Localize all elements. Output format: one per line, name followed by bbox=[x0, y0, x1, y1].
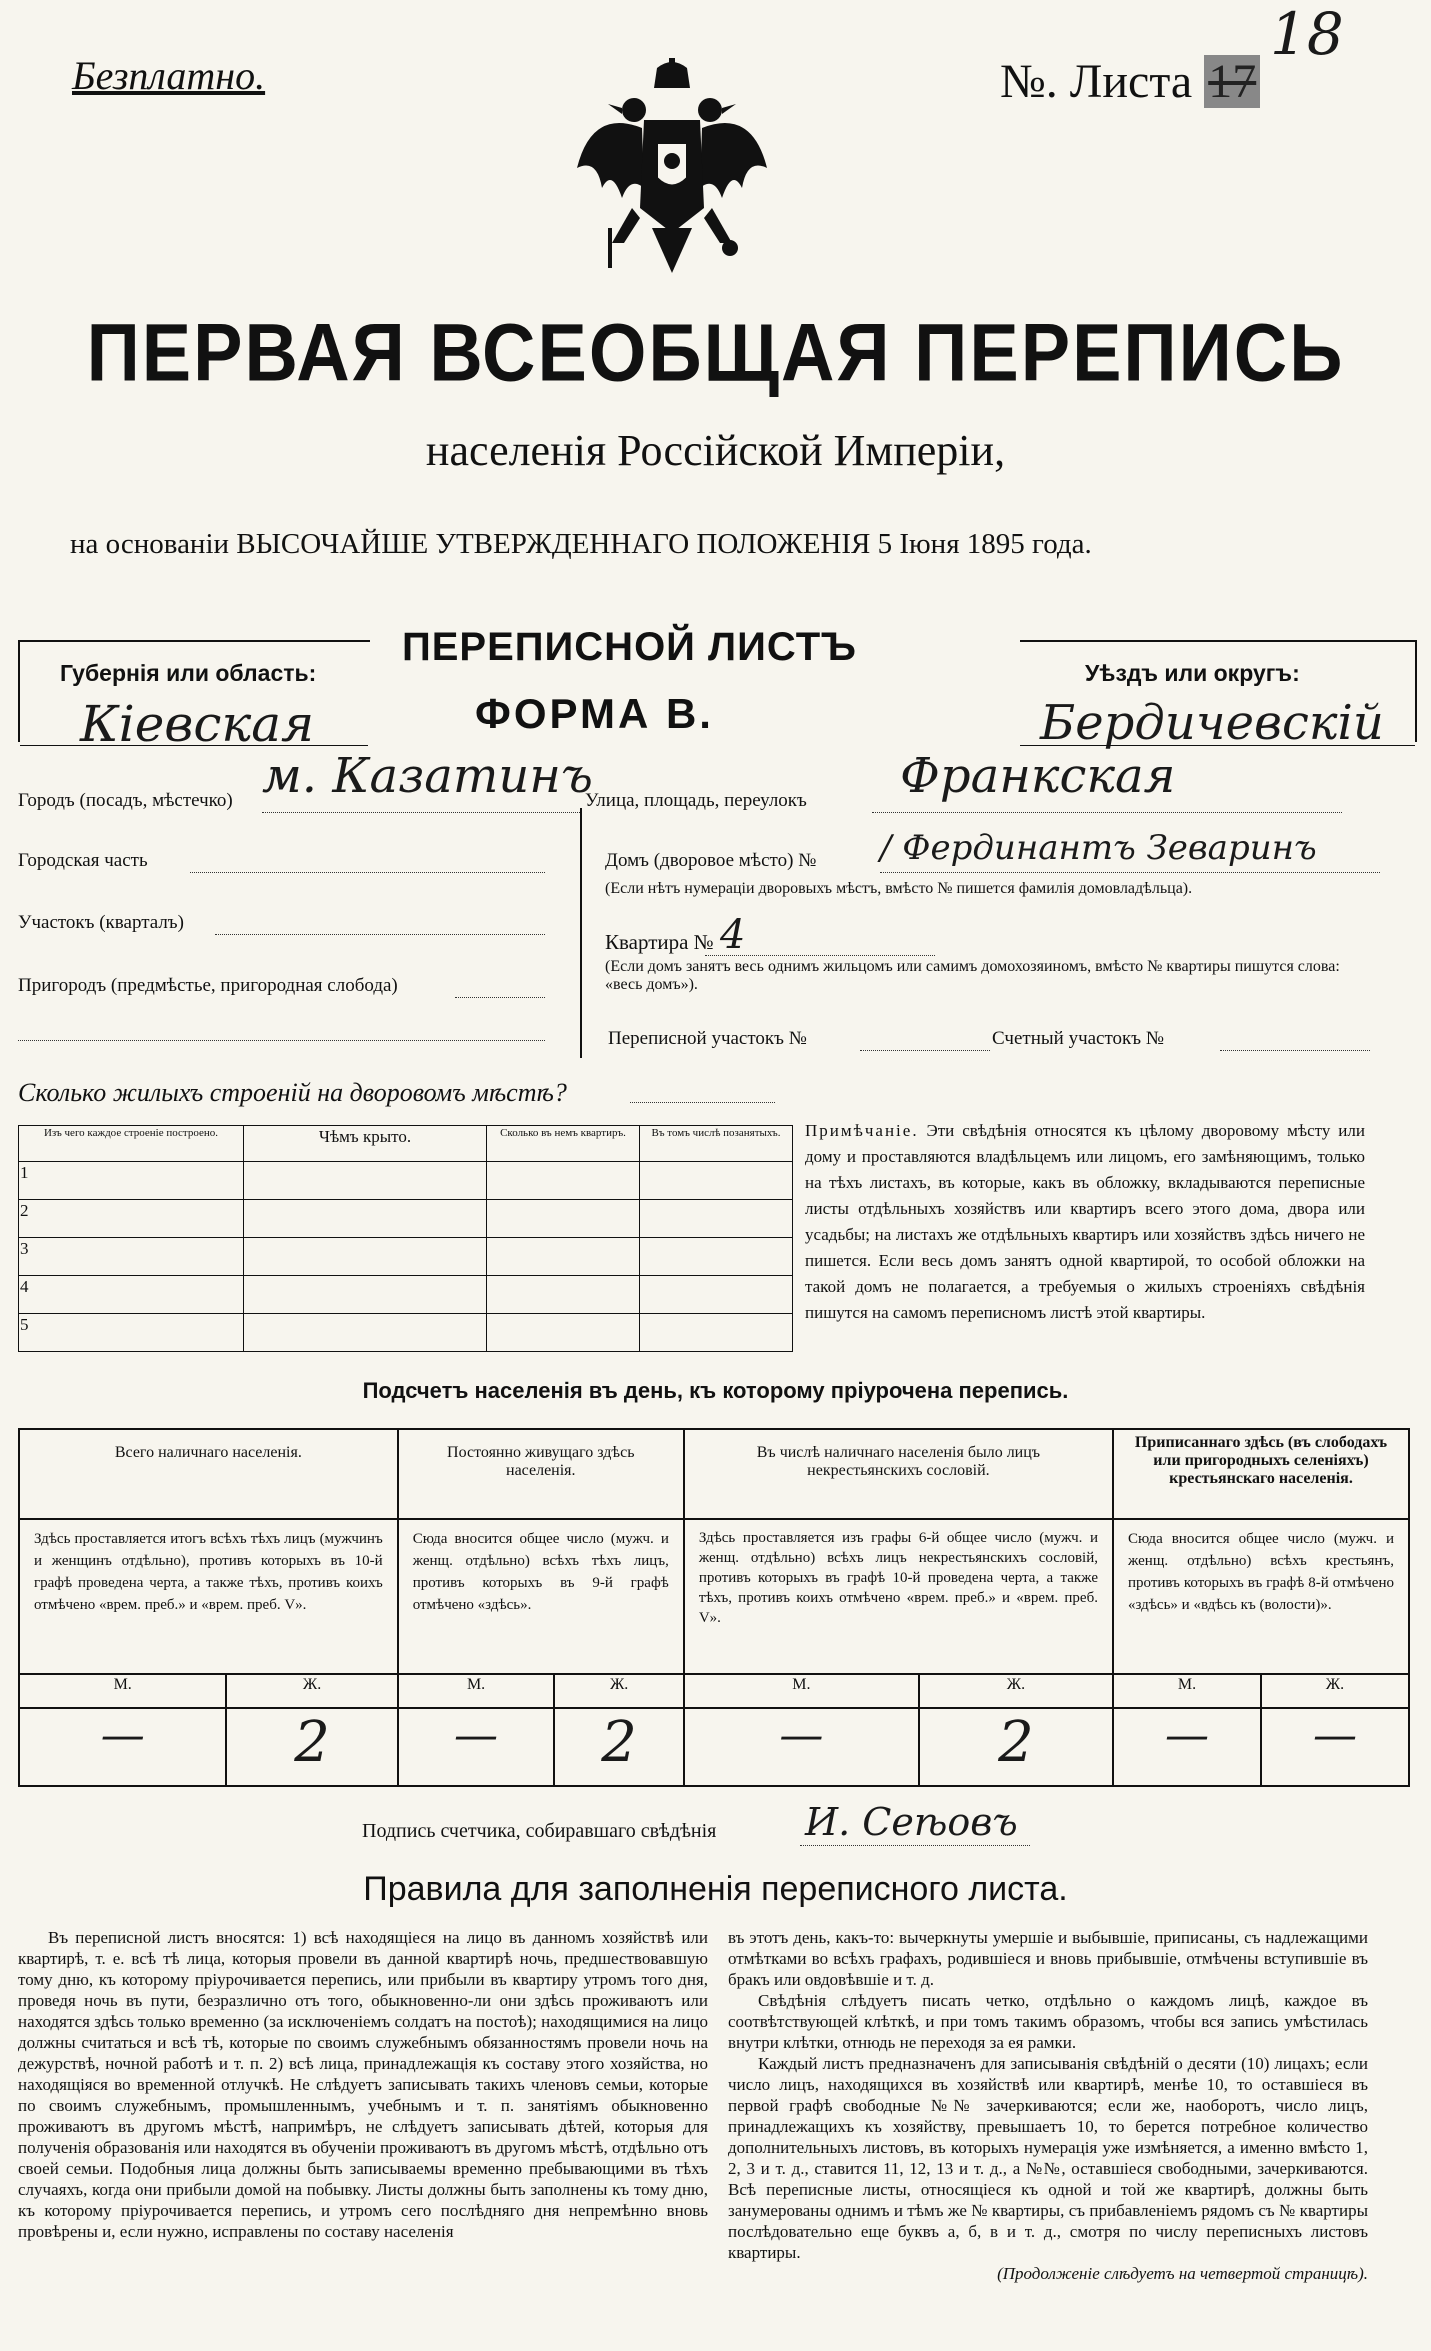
summary-f-value: 2 bbox=[554, 1708, 683, 1786]
summary-head-nonpeasant: Въ числѣ наличнаго населенія было лицъ некрестьянскихъ сословій. bbox=[684, 1429, 1113, 1519]
count-section-line bbox=[1220, 1050, 1370, 1051]
summary-m-value: — bbox=[1113, 1708, 1261, 1786]
buildings-head-material: Изъ чего каждое строеніе построено. bbox=[19, 1126, 244, 1162]
table-row bbox=[19, 1314, 793, 1352]
province-value: Кіевская bbox=[80, 695, 315, 753]
province-line bbox=[20, 745, 368, 746]
buildings-head-apartments: Сколько въ немъ квартиръ. bbox=[487, 1126, 640, 1162]
count-section-label: Счетный участокъ № bbox=[992, 1028, 1164, 1049]
summary-table bbox=[18, 1428, 1410, 1787]
sheet-number-text: №. Листа bbox=[1000, 55, 1193, 108]
sheet-number-hand: 18 bbox=[1270, 0, 1344, 68]
rules-right-text-1: въ этотъ день, какъ-то: вычеркнуты умершіе и выбывшіе, приписаны, съ надлежащими отмѣтками во всѣхъ графахъ, родившіеся и вновь прибывшіе, отмѣчены вступившіе въ бракъ или овдовѣвшіе и т. д. bbox=[728, 1928, 1368, 1989]
table-row bbox=[19, 1162, 793, 1200]
summary-m-value: — bbox=[684, 1708, 919, 1786]
summary-m-header: М. bbox=[684, 1674, 919, 1708]
signature-value: И. Сеѣовъ bbox=[805, 1800, 1018, 1844]
row-number: 2 bbox=[19, 1200, 244, 1238]
summary-f-value: 2 bbox=[919, 1708, 1113, 1786]
signature-line bbox=[800, 1845, 1030, 1846]
buildings-head-roof: Чѣмъ крыто. bbox=[244, 1126, 487, 1162]
buildings-question-line bbox=[630, 1102, 775, 1103]
district-line bbox=[215, 934, 545, 935]
table-row bbox=[19, 1200, 793, 1238]
apartment-note: (Если домъ занятъ весь однимъ жильцомъ или самимъ домохозяиномъ, вмѣсто № квартиры пишутся слова: «весь домъ»). bbox=[605, 958, 1340, 993]
census-title: ПЕРВАЯ ВСЕОБЩАЯ ПЕРЕПИСЬ bbox=[86, 306, 1345, 399]
city-label: Городъ (посадъ, мѣстечко) bbox=[18, 790, 233, 811]
buildings-question: Сколько жилыхъ строеній на дворовомъ мѣстѣ? bbox=[18, 1078, 567, 1107]
note-block bbox=[805, 1118, 1365, 1326]
census-subtitle: населенія Россійской Имперіи, bbox=[425, 426, 1006, 475]
sheet-number-label bbox=[1000, 54, 1260, 109]
city-line bbox=[262, 812, 582, 813]
summary-m-header: М. bbox=[19, 1674, 226, 1708]
summary-m-value: — bbox=[19, 1708, 226, 1786]
suburb-line bbox=[455, 997, 545, 998]
form-letter: ФОРМА В. bbox=[475, 690, 714, 737]
double-headed-eagle-emblem bbox=[572, 58, 772, 280]
house-value: / Фердинантъ Зеваринъ bbox=[880, 828, 1317, 868]
rules-continued: (Продолженіе слѣдуетъ на четвертой страницѣ). bbox=[997, 2264, 1368, 2283]
summary-desc-permanent: Сюда вносится общее число (мужч. и женщ. отдѣльно) всѣхъ тѣхъ лицъ, противъ которыхъ въ 9-й графѣ отмѣчено «здѣсь». bbox=[398, 1519, 684, 1674]
table-row bbox=[19, 1519, 1409, 1674]
summary-head-total: Всего наличнаго населенія. bbox=[19, 1429, 398, 1519]
summary-f-header: Ж. bbox=[226, 1674, 397, 1708]
row-number: 5 bbox=[19, 1314, 244, 1352]
census-basis: на основаніи ВЫСОЧАЙШЕ УТВЕРЖДЕННАГО ПОЛОЖЕНІЯ 5 Іюня 1895 года. bbox=[70, 528, 1092, 560]
apartment-value: 4 bbox=[720, 912, 746, 958]
summary-m-header: М. bbox=[398, 1674, 555, 1708]
apartment-line bbox=[705, 955, 935, 956]
table-row bbox=[19, 1126, 793, 1162]
summary-desc-nonpeasant: Здѣсь проставляется изъ графы 6-й общее число (мужч. и женщ. отдѣльно) всѣхъ лицъ некрестьянскихъ сословій, противъ которыхъ въ графѣ 10-й проведена черта, а также тѣхъ, противъ коихъ отмѣчено «врем. преб.» и «врем. преб. V». bbox=[684, 1519, 1113, 1674]
rules-title: Правила для заполненія переписного листа. bbox=[363, 1870, 1068, 1908]
summary-head-peasant: Приписаннаго здѣсь (въ слободахъ или пригородныхъ селеніяхъ) крестьянскаго населенія. bbox=[1113, 1429, 1409, 1519]
row-number: 4 bbox=[19, 1276, 244, 1314]
city-part-label: Городская часть bbox=[18, 850, 148, 871]
summary-desc-total: Здѣсь проставляется итогъ всѣхъ тѣхъ лицъ (мужчинъ и женщинъ отдѣльно), противъ которыхъ въ 10-й графѣ проведена черта, а также тѣхъ, противъ коихъ отмѣчено «врем. преб.» и «врем. преб. V». bbox=[19, 1519, 398, 1674]
apartment-label: Квартира № bbox=[605, 930, 714, 954]
buildings-head-occupied: Въ томъ числѣ позанятыхъ. bbox=[640, 1126, 793, 1162]
street-label: Улица, площадь, переулокъ bbox=[585, 790, 807, 811]
summary-title: Подсчетъ населенія въ день, къ которому пріурочена перепись. bbox=[362, 1378, 1069, 1403]
county-line bbox=[1020, 745, 1415, 746]
note-text: Эти свѣдѣнія относятся къ цѣлому дворовому мѣсту или дому и проставляются владѣльцемъ или лицомъ, его замѣняющимъ, только на тѣхъ листахъ, въ которые, какъ въ обложку, вкладываются переписные листы отдѣльныхъ хозяйствъ или квартиръ всего этого дома, двора или усадьбы; на листахъ же отдѣльныхъ квартиръ или хозяйствъ здѣсь ничего не пишется. Если весь домъ занятъ одной квартирой, то особой обложки на такой домъ не полагается, а требуемыя о жилыхъ строеніяхъ свѣдѣнія пишутся на самомъ переписномъ листѣ этой квартиры. bbox=[805, 1121, 1365, 1322]
table-row bbox=[19, 1674, 1409, 1708]
row-number: 1 bbox=[19, 1162, 244, 1200]
table-row bbox=[19, 1276, 793, 1314]
summary-m-header: М. bbox=[1113, 1674, 1261, 1708]
signature-label: Подпись счетчика, собиравшаго свѣдѣнія bbox=[362, 1820, 717, 1842]
suburb-line-2 bbox=[18, 1040, 545, 1041]
table-row bbox=[19, 1708, 1409, 1786]
buildings-table bbox=[18, 1125, 793, 1352]
vertical-divider bbox=[580, 808, 582, 1058]
form-title: ПЕРЕПИСНОЙ ЛИСТЪ bbox=[402, 625, 857, 669]
city-value: м. Казатинъ bbox=[262, 748, 593, 804]
census-section-line bbox=[860, 1050, 990, 1051]
summary-m-value: — bbox=[398, 1708, 555, 1786]
county-label: Уѣздъ или округъ: bbox=[1085, 660, 1300, 686]
street-value: Франкская bbox=[900, 748, 1176, 804]
census-section-label: Переписной участокъ № bbox=[608, 1028, 807, 1049]
free-label: Безплатно. bbox=[72, 53, 266, 98]
rules-left-text: Въ переписной листъ вносятся: 1) всѣ находящіеся на лицо въ данномъ хозяйствѣ или квартирѣ, т. е. всѣ тѣ лица, которыя провели въ данной квартирѣ ночь, предшествовавшую тому дню, къ которому пріурочивается перепись, или прибыли въ квартиру утромъ того дня, проведя ночь въ пути, безразлично отъ того, обыкновенно-ли они здѣсь проживаютъ или находятся здѣсь только временно (за исключеніемъ солдатъ на постоѣ); находящимися на лицо должны считаться и всѣ тѣ, которые по своимъ служебнымъ обязанностямъ провели ночь на дежурствѣ, ночной работѣ и т. п. 2) всѣ лица, принадлежащія къ составу этого хозяйства, но находящіяся во временной отлучкѣ. Не слѣдуетъ записывать такихъ членовъ семьи, которые по своимъ служебнымъ, промышленнымъ, учебнымъ и т. п. занятіямъ обыкновенно проживаютъ въ другомъ мѣстѣ, напримѣръ, не слѣдуетъ записывать дѣтей, которыя для полученія образованія или находятся въ обученіи проживаютъ въ другомъ мѣстѣ, отдѣльно отъ своей семьи. Подобныя лица должны быть записываемы временно пребывающими въ тѣхъ случаяхъ, когда они прибыли домой на побывку. Листы должны быть заполнены къ тому дню, къ которому пріурочивается перепись, и утромъ сего послѣдняго дня непремѣнно вновь провѣрены и, если нужно, исправлены по составу населенія bbox=[18, 1928, 708, 2241]
sheet-number-crossed: 17 bbox=[1204, 55, 1260, 108]
county-value: Бердичевскій bbox=[1040, 695, 1384, 751]
row-number: 3 bbox=[19, 1238, 244, 1276]
house-label: Домъ (дворовое мѣсто) № bbox=[605, 850, 817, 871]
suburb-label: Пригородъ (предмѣстье, пригородная слобода) bbox=[18, 975, 398, 996]
street-line bbox=[872, 812, 1342, 813]
district-label: Участокъ (кварталъ) bbox=[18, 912, 184, 933]
summary-f-header: Ж. bbox=[919, 1674, 1113, 1708]
summary-f-value: 2 bbox=[226, 1708, 397, 1786]
rules-right-column bbox=[728, 1927, 1368, 2284]
table-row bbox=[19, 1238, 793, 1276]
summary-desc-peasant: Сюда вносится общее число (мужч. и женщ. отдѣльно) всѣхъ крестьянъ, противъ которыхъ въ графѣ 8-й отмѣчено «здѣсь» и «вдѣсь къ (волости)». bbox=[1113, 1519, 1409, 1674]
house-note: (Если нѣтъ нумераціи дворовыхъ мѣстъ, вмѣсто № пишется фамилія домовладѣльца). bbox=[605, 880, 1193, 897]
rules-right-text-2: Свѣдѣнія слѣдуетъ писать четко, отдѣльно о каждомъ лицѣ, каждое въ соотвѣтствующей клѣткѣ, и при томъ такимъ образомъ, чтобы вся запись умѣстилась внутри клѣтки, отнюдь не переходя за ея рамки. bbox=[728, 1991, 1368, 2052]
table-row bbox=[19, 1429, 1409, 1519]
note-title: Примѣчаніе. bbox=[805, 1121, 919, 1140]
house-line bbox=[880, 872, 1380, 873]
rules-left-column bbox=[18, 1927, 708, 2242]
rules-right-text-3: Каждый листъ предназначенъ для записыванія свѣдѣній о десяти (10) лицахъ; если число лицъ, находящихся въ хозяйствѣ или квартирѣ, менѣе 10, то оставшіеся въ первой графѣ свободные №№ зачеркиваются; если же, наоборотъ, число лицъ, принадлежащихъ къ хозяйству, превышаетъ 10, то берется потребное количество дополнительныхъ листовъ, въ которыхъ нумерація уже измѣняется, а именно вмѣсто 1, 2, 3 и т. д., ставится 11, 12, 13 и т. д., а №№, оставшіеся свободными, зачеркиваются. Всѣ переписные листы, относящіеся къ одной и той же квартирѣ, должны быть занумерованы однимъ и тѣмъ же № квартиры, съ прибавленіемъ рядомъ съ № квартиры послѣдовательно еще буквъ а, б, в и т. д., смотря по числу переписныхъ листовъ квартиры. bbox=[728, 2054, 1368, 2262]
summary-f-value: — bbox=[1261, 1708, 1409, 1786]
summary-f-header: Ж. bbox=[554, 1674, 683, 1708]
province-label: Губернія или область: bbox=[60, 660, 317, 686]
summary-f-header: Ж. bbox=[1261, 1674, 1409, 1708]
city-part-line bbox=[190, 872, 545, 873]
summary-head-permanent: Постоянно живущаго здѣсь населенія. bbox=[398, 1429, 684, 1519]
